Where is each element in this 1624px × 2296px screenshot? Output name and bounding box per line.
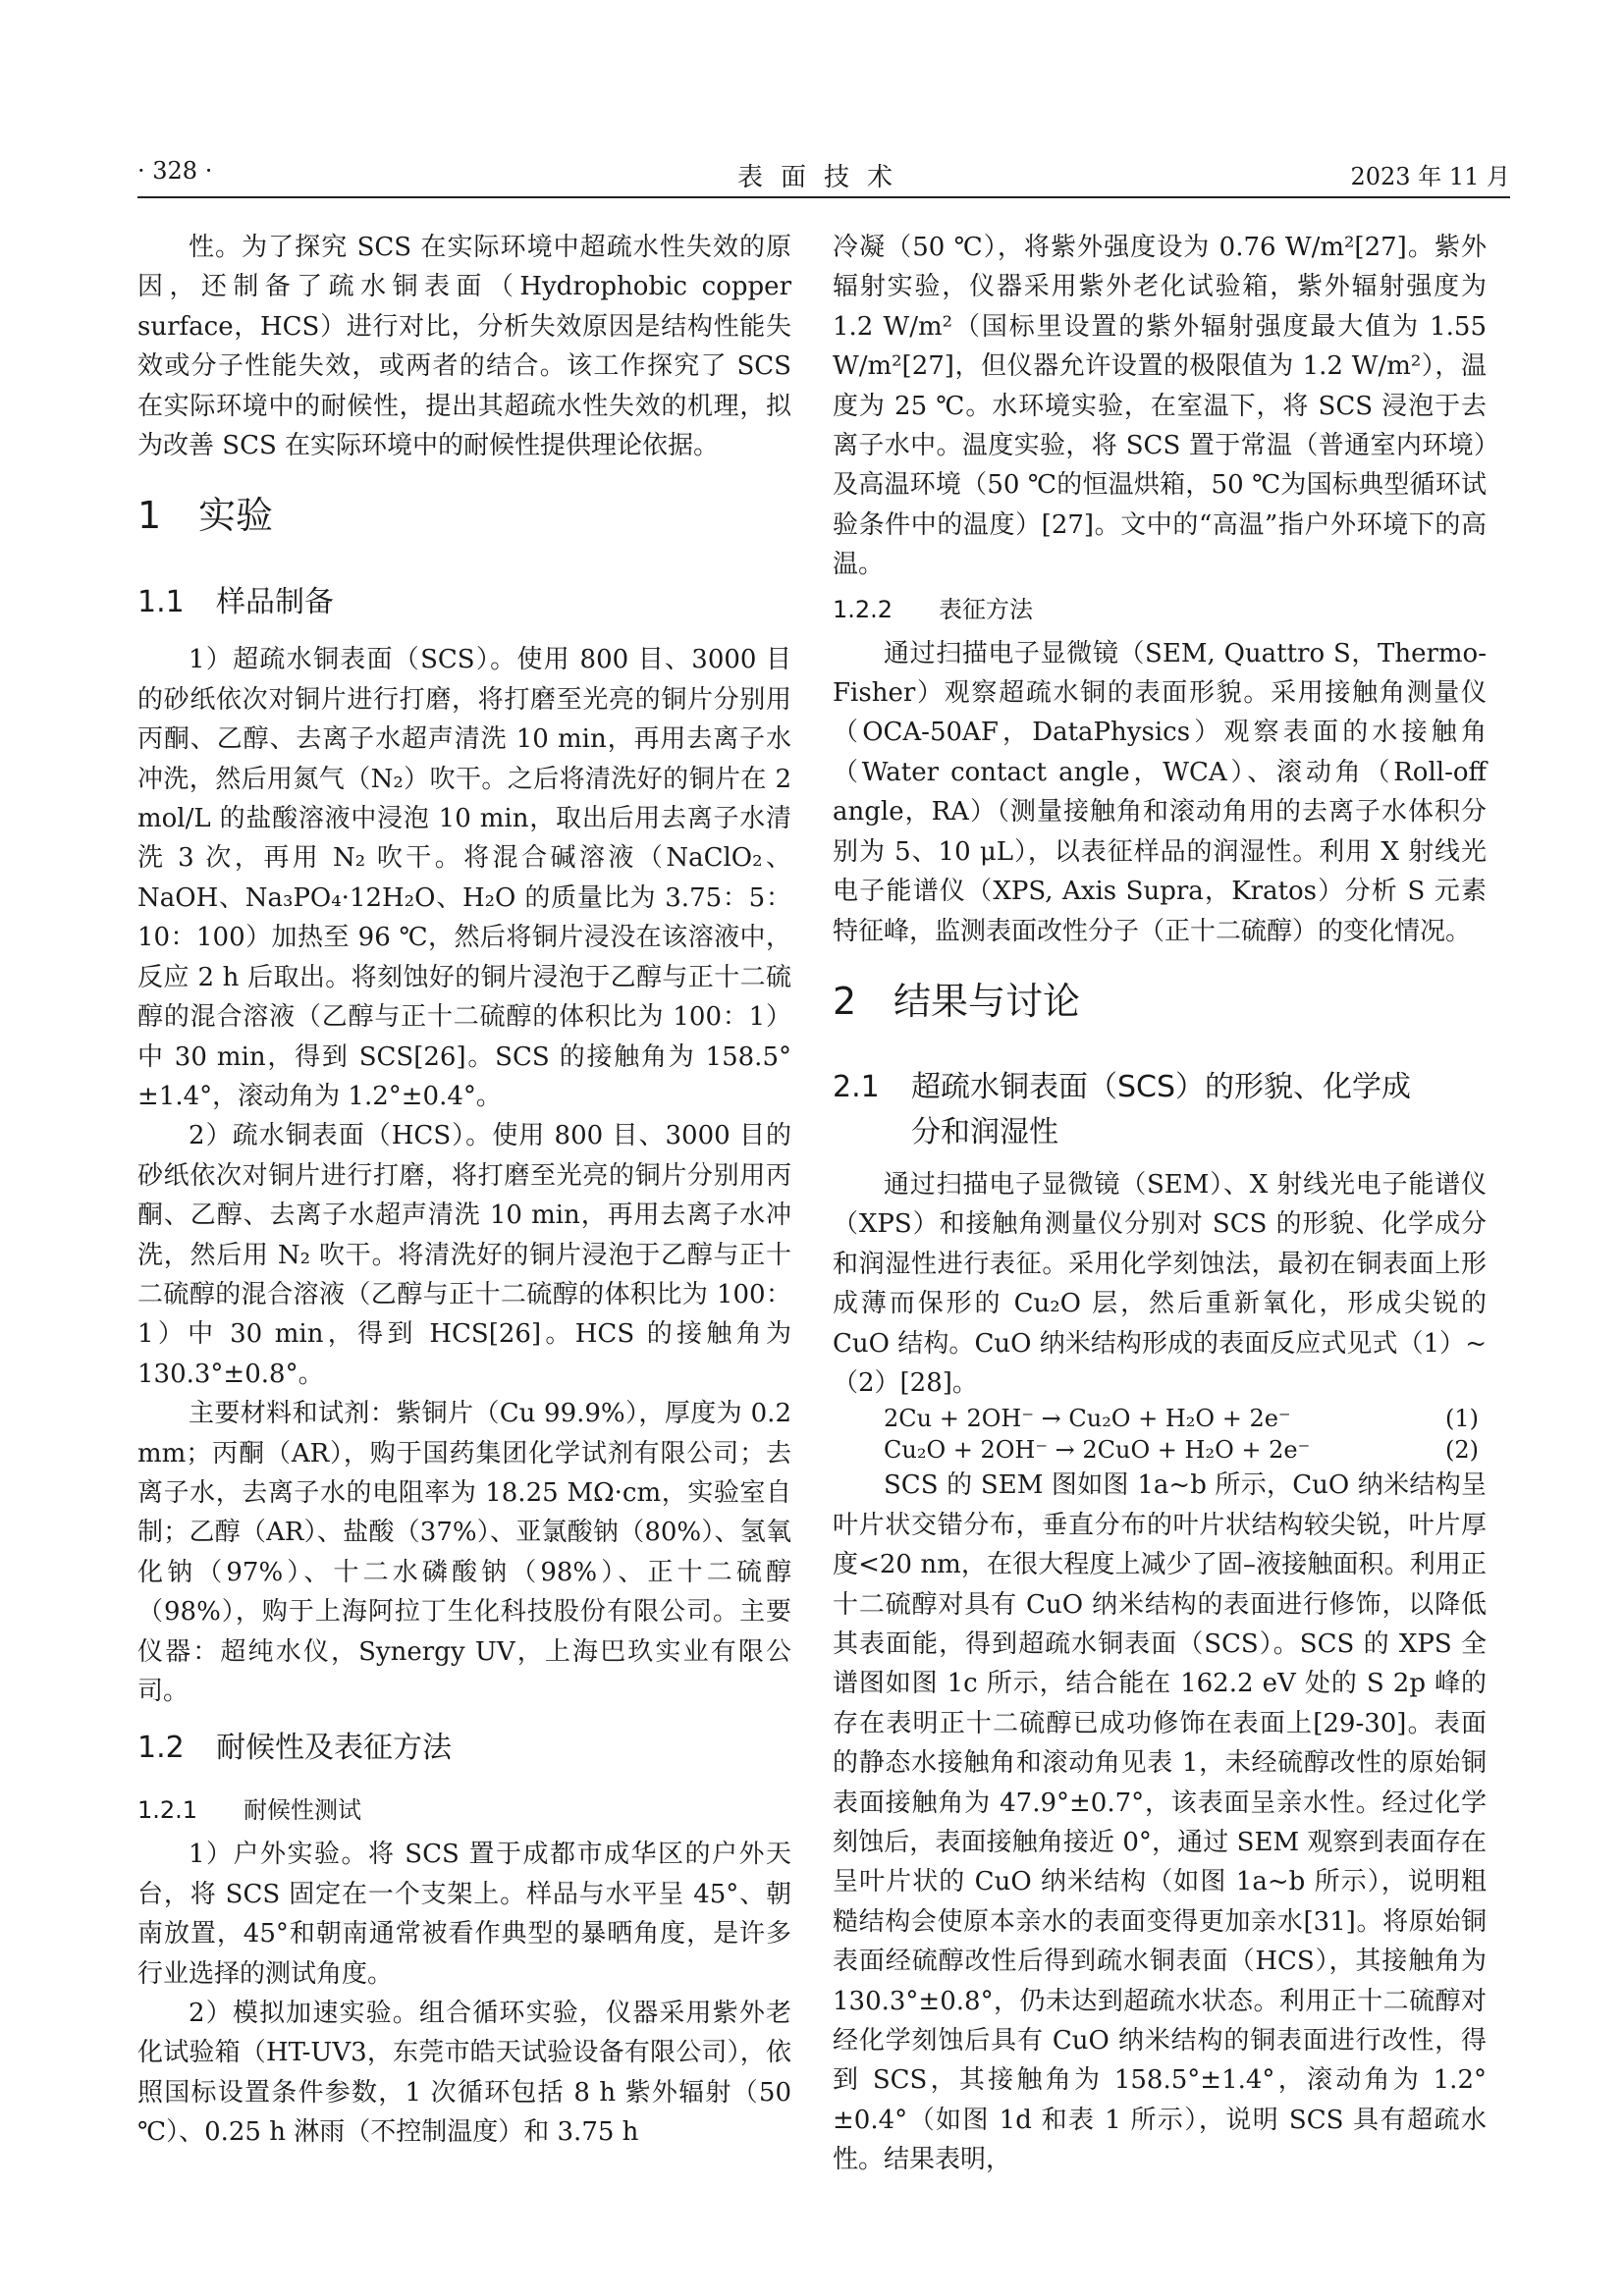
equation-body: 2Cu + 2OH⁻ → Cu₂O + H₂O + 2e⁻ [884,1405,1291,1433]
accelerated-test-continued-paragraph: 冷凝（50 ℃），将紫外强度设为 0.76 W/m²[27]。紫外辐射实验，仪器采用紫外老化试验箱，紫外辐射强度为 1.2 W/m²（国标里设置的紫外辐射强度最大值为 1.55 W/m²[27]，但仪器允许设置的极限值为 1.2 W/m²），温度为 25 ℃。水环境实验，在室温下，将 SCS 浸泡于去离子水中。温度实验，将 SCS 置于常温（普通室内环境）及高温环境（50 ℃的恒温烘箱，50 ℃为国标典型循环试验条件中的温度）[27]。文中的“高温”指户外环境下的高温。 [833,233,1487,580]
section-number: 1.1 [137,585,185,620]
section-title: 耐候性测试 [244,1796,361,1825]
section-number: 2 [833,979,857,1023]
scs-preparation-paragraph: 1）超疏水铜表面（SCS）。使用 800 目、3000 目的砂纸依次对铜片进行打磨，将打磨至光亮的铜片分别用丙酮、乙醇、去离子水超声清洗 10 min，再用去离子水冲洗，然后用氮气（N₂）吹干。之后将清洗好的铜片在 2 mol/L 的盐酸溶液中浸泡 10 min，取出后用去离子水清洗 3 次，再用 N₂ 吹干。将混合碱溶液（NaClO₂、NaOH、Na₃PO₄·12H₂O、H₂O 的质量比为 3.75：5：10：100）加热至 96 ℃，然后将铜片浸没在该溶液中，反应 2 h 后取出。将刻蚀好的铜片浸泡于乙醇与正十二硫醇的混合溶液（乙醇与正十二硫醇的体积比为 100：1）中 30 min，得到 SCS[26]。SCS 的接触角为 158.5°±1.4°，滚动角为 1.2°±0.4°。 [137,645,791,1111]
equation-1 [833,1403,1487,1434]
section-1-1-heading [137,565,791,640]
characterization-paragraph: 通过扫描电子显微镜（SEM, Quattro S，Thermo-Fisher）观察超疏水铜的表面形貌。采用接触角测量仪（OCA-50AF，DataPhysics）观察表面的水接触角（Water contact angle，WCA）、滚动角（Roll-off angle，RA）（测量接触角和滚动角用的去离子水体积分别为 5、10 μL），以表征样品的润湿性。利用 X 射线光电子能谱仪（XPS, Axis Supra，Kratos）分析 S 元素特征峰，监测表面改性分子（正十二硫醇）的变化情况。 [833,638,1487,946]
accelerated-test-paragraph: 2）模拟加速实验。组合循环实验，仪器采用紫外老化试验箱（HT-UV3，东莞市皓天试验设备有限公司），依照国标设置条件参数，1 次循环包括 8 h 紫外辐射（50 ℃）、0.25 h 淋雨（不控制温度）和 3.75 h [137,1999,791,2148]
page-number: · 328 · [137,157,213,185]
section-title: 表征方法 [939,595,1033,623]
section-2-1-heading [833,1051,1487,1165]
section-1-heading [137,465,791,565]
outdoor-test-paragraph: 1）户外实验。将 SCS 置于成都市成华区的户外天台，将 SCS 固定在一个支架上。样品与水平呈 45°、朝南放置，45°和朝南通常被看作典型的暴晒角度，是许多行业选择的测试角度。 [137,1840,791,1989]
section-number: 1.2.1 [137,1796,198,1825]
left-column [137,228,791,2153]
page-header [137,157,1510,190]
equation-number: (2) [1445,1436,1479,1465]
section-title: 样品制备 [216,585,334,620]
issue-date: 2023 年 11 月 [1350,163,1510,190]
section-title: 实验 [198,494,274,538]
section-number: 1.2 [137,1731,185,1766]
section-1-2-2-heading [833,585,1487,634]
right-column [833,228,1487,2180]
results-paragraph-2: SCS 的 SEM 图如图 1a~b 所示，CuO 纳米结构呈叶片状交错分布，垂直分布的叶片状结构较尖锐，叶片厚度<20 nm，在很大程度上减少了固–液接触面积。利用正十二硫醇对具有 CuO 纳米结构的表面进行修饰，以降低其表面能，得到超疏水铜表面（SCS）。SCS 的 XPS 全谱图如图 1c 所示，结合能在 162.2 eV 处的 S 2p 峰的存在表明正十二硫醇已成功修饰在表面上[29-30]。表面的静态水接触角和滚动角见表 1，未经硫醇改性的原始铜表面接触角为 47.9°±0.7°，该表面呈亲水性。经过化学刻蚀后，表面接触角接近 0°，通过 SEM 观察到表面存在呈叶片状的 CuO 纳米结构（如图 1a~b 所示），说明粗糙结构会使原本亲水的表面变得更加亲水[31]。将原始铜表面经硫醇改性后得到疏水铜表面（HCS），其接触角为 130.3°±0.8°，仍未达到超疏水状态。利用正十二硫醇对经化学刻蚀后具有 CuO 纳米结构的铜表面进行改性，得到 SCS，其接触角为 158.5°±1.4°，滚动角为 1.2°±0.4°（如图 1d 和表 1 所示），说明 SCS 具有超疏水性。结果表明， [833,1470,1487,2175]
section-title: 耐候性及表征方法 [216,1731,452,1766]
section-title-line-1: 超疏水铜表面（SCS）的形貌、化学成 [911,1069,1412,1104]
hcs-preparation-paragraph: 2）疏水铜表面（HCS）。使用 800 目、3000 目的砂纸依次对铜片进行打磨，将打磨至光亮的铜片分别用丙酮、乙醇、去离子水超声清洗 10 min，再用去离子水冲洗，然后用 N₂ 吹干。将清洗好的铜片浸泡于乙醇与正十二硫醇的混合溶液（乙醇与正十二硫醇的体积比为 100：1）中 30 min，得到 HCS[26]。HCS 的接触角为 130.3°±0.8°。 [137,1121,791,1389]
materials-paragraph: 主要材料和试剂：紫铜片（Cu 99.9%），厚度为 0.2 mm；丙酮（AR），购于国药集团化学试剂有限公司；去离子水，去离子水的电阻率为 18.25 MΩ·cm，实验室自制；乙醇（AR）、盐酸（37%）、亚氯酸钠（80%）、氢氧化钠（97%）、十二水磷酸钠（98%）、正十二硫醇（98%），购于上海阿拉丁生化科技股份有限公司。主要仪器：超纯水仪，Synergy UV，上海巴玖实业有限公司。 [137,1399,791,1706]
section-1-2-heading [137,1711,791,1786]
header-rule [137,196,1510,198]
section-1-2-1-heading [137,1786,791,1835]
section-title: 结果与讨论 [893,979,1081,1023]
intro-paragraph: 性。为了探究 SCS 在实际环境中超疏水性失效的原因，还制备了疏水铜表面（Hydrophobic copper surface，HCS）进行对比，分析失效原因是结构性能失效或分子性能失效，或两者的结合。该工作探究了 SCS 在实际环境中的耐候性，提出其超疏水性失效的机理，拟为改善 SCS 在实际环境中的耐候性提供理论依据。 [137,233,791,461]
equation-2 [833,1434,1487,1466]
results-paragraph-1: 通过扫描电子显微镜（SEM）、X 射线光电子能谱仪（XPS）和接触角测量仪分别对 SCS 的形貌、化学成分和润湿性进行表征。采用化学刻蚀法，最初在铜表面上形成薄而保形的 Cu₂O 层，然后重新氧化，形成尖锐的 CuO 结构。CuO 纳米结构形成的表面反应式见式（1）~（2）[28]。 [833,1169,1487,1398]
section-title-line-2: 分和润湿性 [911,1114,1058,1149]
section-number: 1 [137,494,162,538]
section-number: 2.1 [833,1069,880,1104]
journal-title: 表面技术 [736,163,910,192]
section-number: 1.2.2 [833,595,893,623]
section-2-heading [833,951,1487,1051]
equation-body: Cu₂O + 2OH⁻ → 2CuO + H₂O + 2e⁻ [884,1436,1311,1465]
equation-number: (1) [1445,1405,1479,1433]
